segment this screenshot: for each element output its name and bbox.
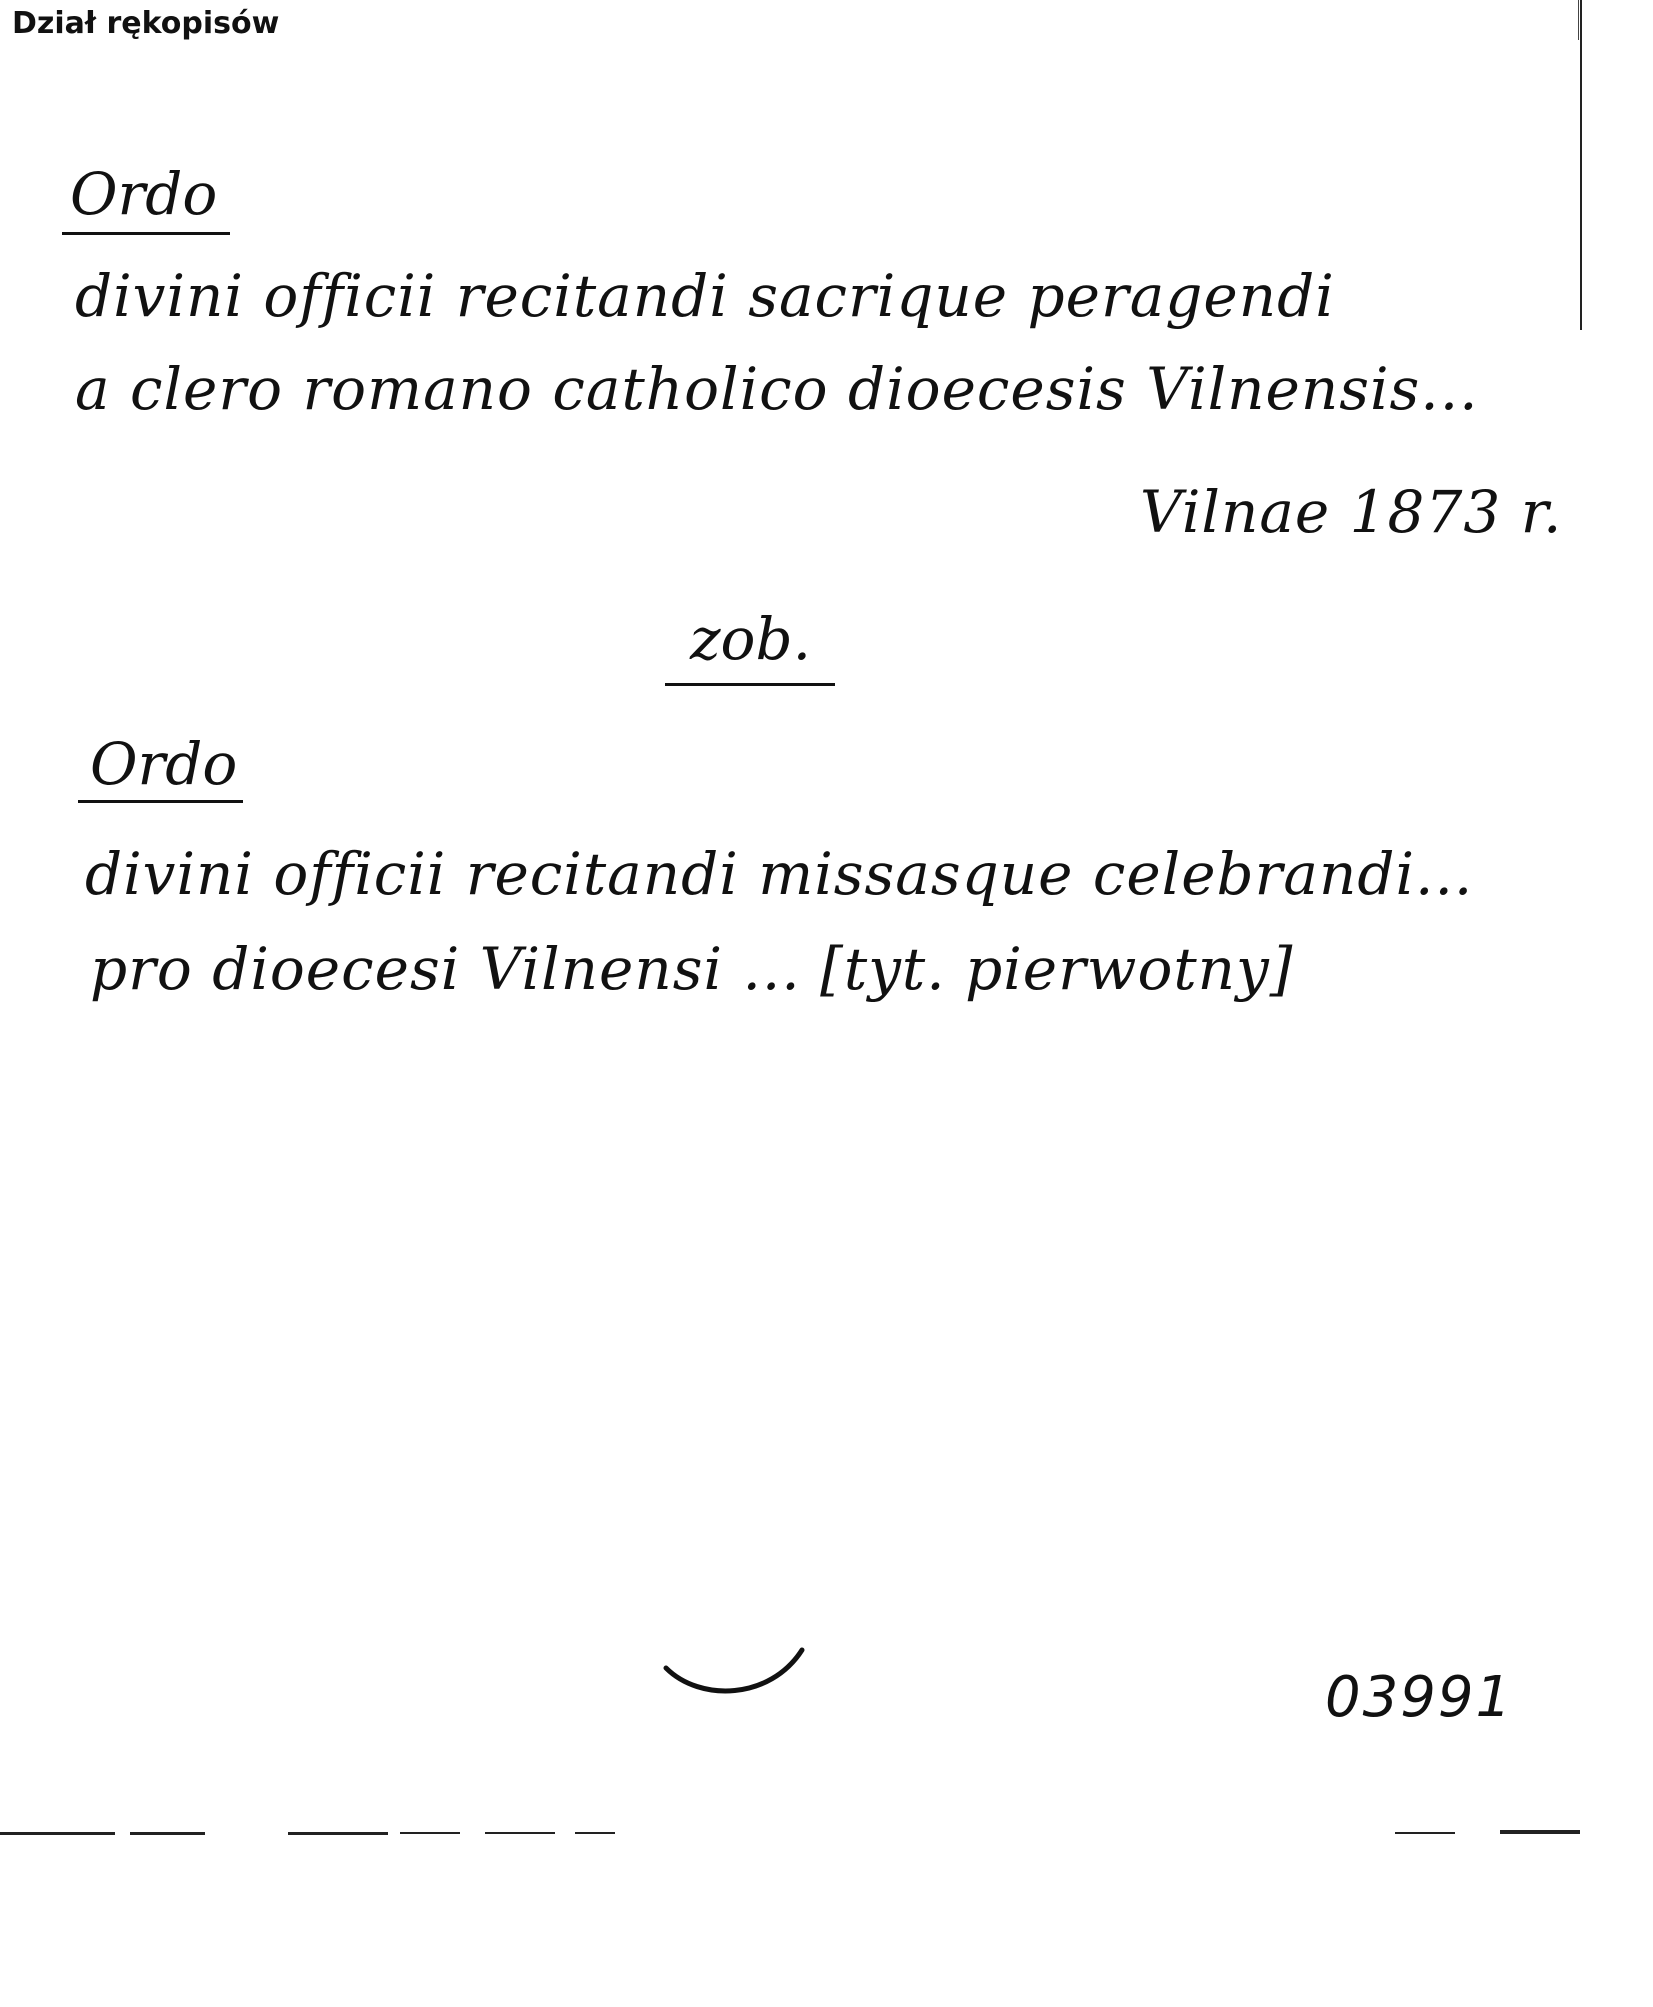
card-edge-rule-secondary [1578, 0, 1579, 40]
bottom-rule-segment [575, 1832, 615, 1834]
entry1-heading: Ordo [70, 160, 218, 228]
crossref-underline [665, 683, 835, 686]
bottom-rule-segment [0, 1832, 115, 1835]
bottom-rule-segment [1395, 1832, 1455, 1834]
bottom-rule-segment [288, 1832, 388, 1835]
card-edge-rule [1580, 0, 1582, 330]
entry1-imprint: Vilnae 1873 r. [1140, 478, 1563, 546]
bottom-rule-segment [1500, 1830, 1580, 1834]
bottom-rule-segment [130, 1832, 205, 1835]
entry2-heading: Ordo [90, 730, 238, 798]
bottom-rule-segment [400, 1832, 460, 1834]
entry1-title-line2: a clero romano catholico dioecesis Vilnensis... [75, 355, 1479, 423]
curve-mark [660, 1640, 810, 1710]
entry1-heading-underline [62, 232, 230, 235]
header-label: Dział rękopisów [12, 6, 280, 41]
entry1-title-line1: divini officii recitandi sacrique peragendi [75, 262, 1335, 330]
shelfmark: 03991 [1325, 1665, 1514, 1730]
crossref-label: zob. [690, 605, 812, 673]
bottom-rule-segment [485, 1832, 555, 1834]
entry2-title-line1: divini officii recitandi missasque celebrandi... [85, 840, 1474, 908]
entry2-heading-underline [78, 800, 243, 803]
entry2-title-line2: pro dioecesi Vilnensi ... [tyt. pierwotny] [90, 935, 1294, 1003]
